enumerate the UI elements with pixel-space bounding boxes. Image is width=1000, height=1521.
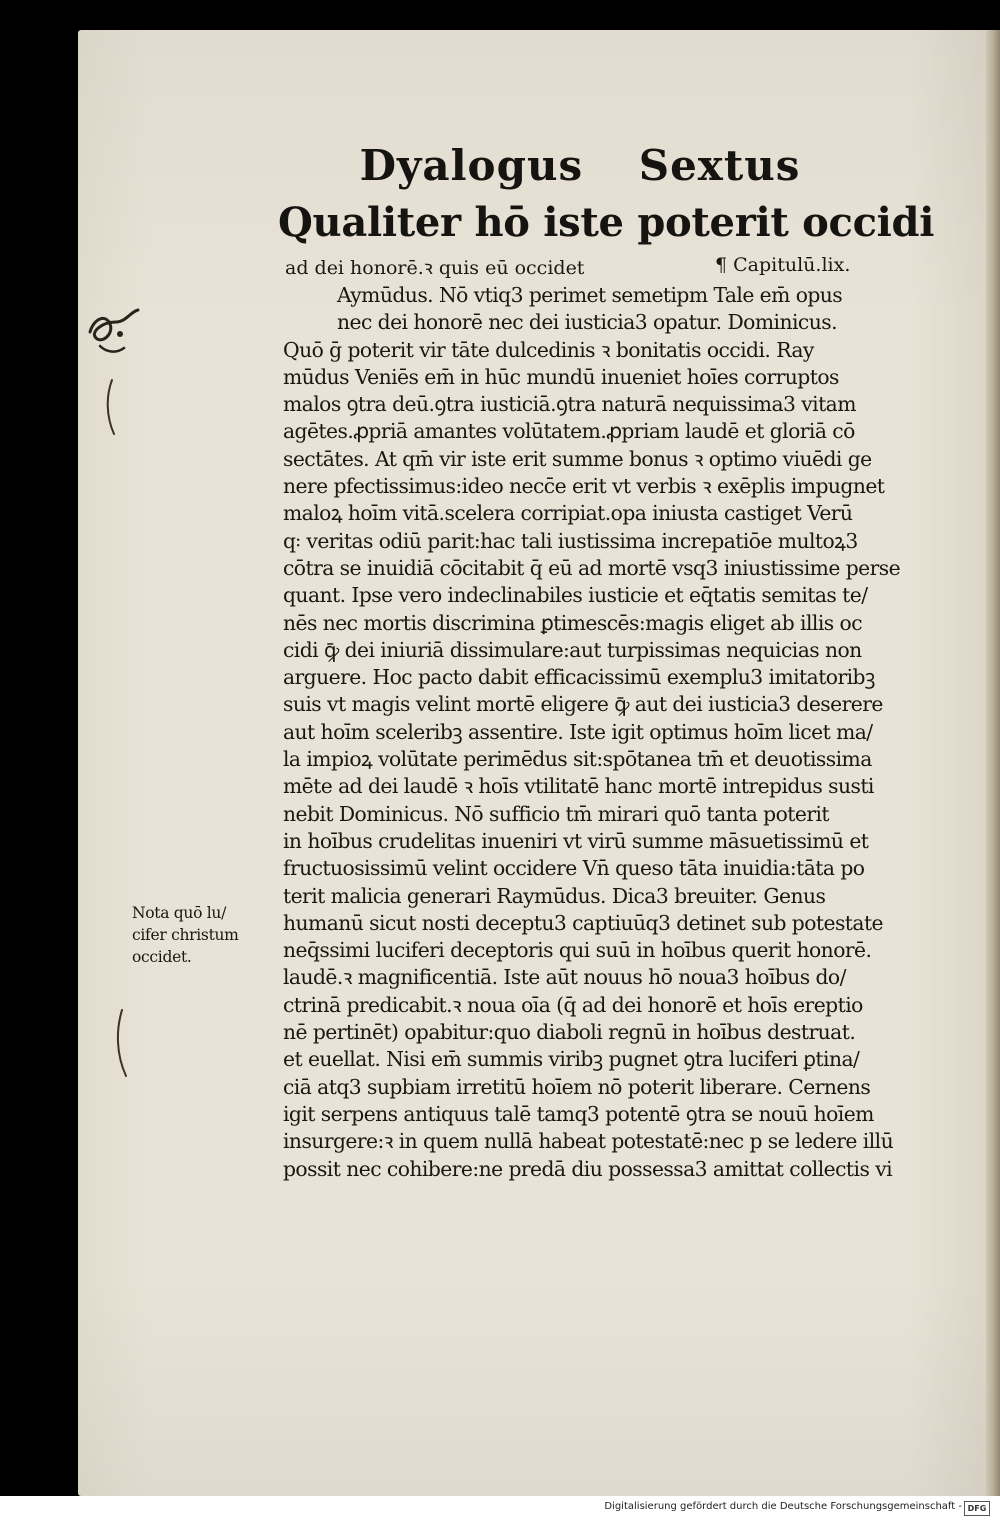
text-line: nec dei honorē nec dei iusticia3 opatur. Dominicus. — [337, 310, 837, 335]
text-line: cōtra se inuidiā cōcitabit q̄ eū ad mortē vsq3 iniustissime perse — [283, 555, 901, 580]
dfg-logo: DFG — [964, 1501, 990, 1516]
text-line: q꞉ veritas odiū parit:hac tali iustissima increpatiōe multoꝝ3 — [283, 528, 858, 553]
marginal-pen-stroke-upper — [100, 378, 120, 438]
text-line: neq̄ssimi luciferi deceptoris qui suū in hoībus querit honorē. — [283, 938, 872, 963]
body-text — [283, 282, 913, 1183]
text-line: Aymūdus. Nō vtiq3 perimet semetipm Tale em̄ opus — [337, 283, 843, 307]
text-line: in hoībus crudelitas inueniri vt virū summe māsuetissimū et — [283, 828, 869, 853]
margin-note-line: Nota quō lu/ — [132, 904, 227, 922]
text-line: insurgere:ꝛ in quem nullā habeat potestatē:nec p se ledere illū — [283, 1129, 894, 1154]
text-line: Quō ḡ poterit vir tāte dulcedinis ꝛ bonitatis occidi. Ray — [283, 337, 814, 362]
text-line: suis vt magis velint mortē eligere ꝙ̄ aut dei iusticia3 deserere — [283, 692, 883, 717]
text-line: ciā atq3 supbiam irretitū hoīem nō poterit liberare. Cernens — [283, 1074, 871, 1099]
text-line: ctrinā predicabit.ꝛ noua oīa (q̄ ad dei honorē et hoīs ereptio — [283, 992, 863, 1017]
text-line: nere pfectissimus:ideo necc̄e erit vt verbis ꝛ exēplis impugnet — [283, 474, 885, 499]
text-line: nē pertinēt) opabitur:quo diaboli regnū in hoībus destruat. — [283, 1020, 856, 1045]
text-line: agētes.ꝓpriā amantes volūtatem.ꝓpriam laudē et gloriā cō — [283, 419, 855, 444]
margin-note — [132, 902, 278, 968]
text-line: cidi ꝙ̄ dei iniuriā dissimulare:aut turpissimas nequicias non — [283, 637, 862, 662]
colophon-text: Digitalisierung gefördert durch die Deutsche Forschungsgemeinschaft - — [604, 1501, 962, 1512]
text-line: laudē.ꝛ magnificentiā. Iste aūt nouus hō noua3 hoībus do/ — [283, 965, 846, 990]
text-line: terit malicia generari Raymūdus. Dica3 breuiter. Genus — [283, 883, 826, 908]
text-line: igit serpens antiquus talē tamq3 potentē ꝯtra se nouū hoīem — [283, 1101, 874, 1126]
text-line: maloꝝ hoīm vitā.scelera corripiat.opa iniusta castiget Verū — [283, 501, 853, 526]
text-line: la impioꝝ volūtate perimēdus sit:spōtanea tm̄ et deuotissima — [283, 747, 872, 772]
chapter-subheading-text: ad dei honorē.ꝛ quis eū occidet — [285, 257, 585, 279]
text-line: possit nec cohibere:ne predā diu possessa3 amittat collectis vi — [283, 1156, 893, 1181]
chapter-subheading — [285, 254, 905, 282]
chapter-number: ¶ Capitulū.lix. — [715, 254, 851, 276]
running-title: Dyalogus Sextus — [359, 141, 801, 190]
text-line: humanū sicut nosti deceptu3 captiuūq3 detinet sub potestate — [283, 910, 883, 935]
text-line: sectātes. At qm̄ vir iste erit summe bonus ꝛ optimo viuēdi ge — [283, 446, 872, 471]
text-line: mēte ad dei laudē ꝛ hoīs vtilitatē hanc mortē intrepidus susti — [283, 774, 874, 799]
chapter-heading: Qualiter hō iste poterit occidi — [278, 199, 935, 246]
marginal-pen-stroke-lower — [112, 1008, 132, 1080]
text-line: mūdus Veniēs em̄ in hūc mundū inueniet hoīes corruptos — [283, 364, 839, 389]
text-line: nebit Dominicus. Nō sufficio tm̄ mirari quō tanta poterit — [283, 801, 829, 826]
text-line: aut hoīm sceleribꝫ assentire. Iste igit optimus hoīm licet ma/ — [283, 719, 873, 744]
page-edge — [986, 30, 1000, 1496]
text-line: nēs nec mortis discrimina ꝑtimescēs:magis eliget ab illis oc — [283, 610, 863, 635]
text-line: arguere. Hoc pacto dabit efficacissimū exemplu3 imitatoribꝫ — [283, 665, 875, 690]
text-line: fructuosissimū velint occidere Vn̄ queso tāta inuidia:tāta po — [283, 856, 865, 881]
margin-note-line: occidet. — [132, 948, 192, 966]
margin-note-line: cifer christum — [132, 926, 239, 944]
colophon-bar — [0, 1496, 1000, 1521]
text-line: et euellat. Nisi em̄ summis viribꝫ pugnet ꝯtra luciferi ꝑtina/ — [283, 1047, 860, 1072]
text-line: malos ꝯtra deū.ꝯtra iusticiā.ꝯtra naturā nequissima3 vitam — [283, 392, 856, 417]
text-line: quant. Ipse vero indeclinabiles iusticie et eq̄tatis semitas te/ — [283, 583, 868, 608]
marginal-pen-flourish — [80, 296, 150, 366]
